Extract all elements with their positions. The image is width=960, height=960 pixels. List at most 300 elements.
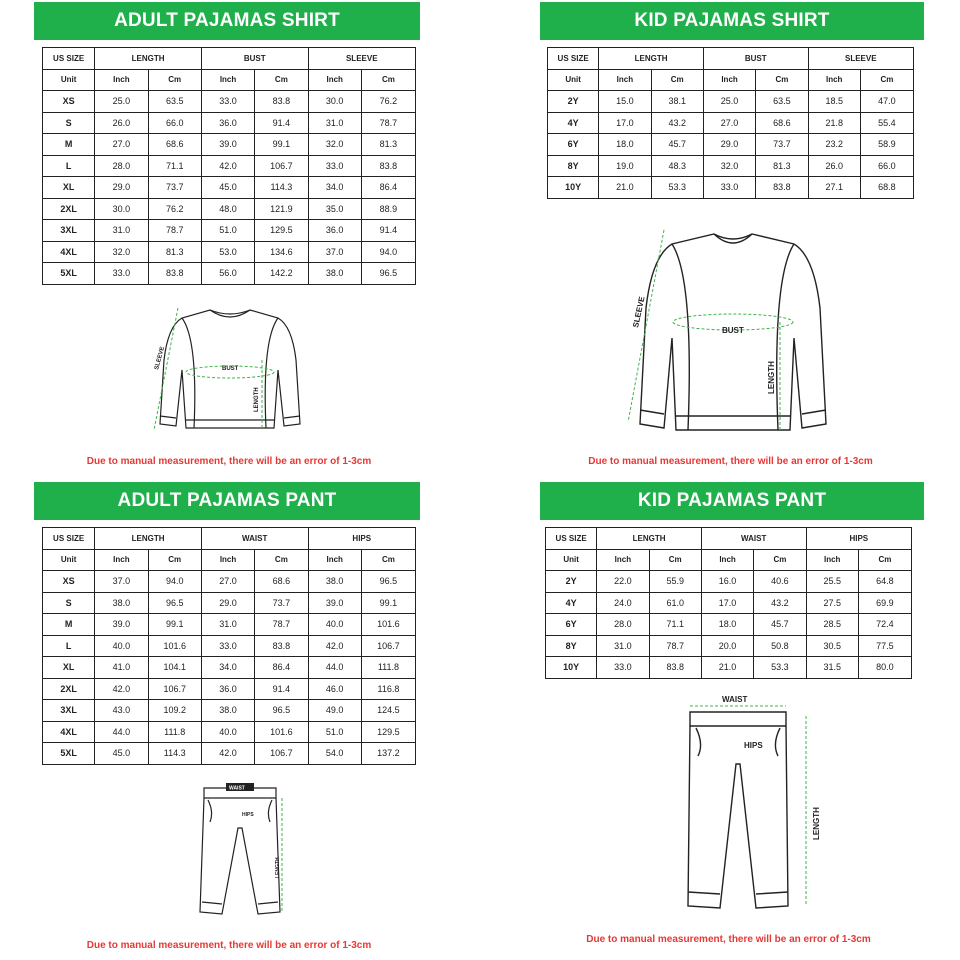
table-row xyxy=(546,614,912,636)
size-cell: 10Y xyxy=(548,177,599,199)
measurement-cell: 137.2 xyxy=(361,743,415,765)
measurement-cell: 19.0 xyxy=(599,155,651,177)
measurement-cell: 101.6 xyxy=(148,635,201,657)
measurement-cell: 104.1 xyxy=(148,657,201,679)
table-row xyxy=(43,571,416,593)
measurement-cell: 68.6 xyxy=(148,134,201,156)
measurement-cell: 124.5 xyxy=(361,700,415,722)
measurement-cell: 27.0 xyxy=(201,571,254,593)
measurement-cell: 39.0 xyxy=(95,614,148,636)
measurement-cell: 38.0 xyxy=(201,700,254,722)
measurement-cell: 28.5 xyxy=(806,614,858,636)
unit-header: Cm xyxy=(756,69,808,91)
measurement-cell: 56.0 xyxy=(201,263,254,285)
measurement-cell: 50.8 xyxy=(754,635,806,657)
unit-header: Cm xyxy=(255,69,308,91)
measurement-cell: 83.8 xyxy=(649,657,701,679)
measurement-cell: 42.0 xyxy=(95,678,148,700)
measurement-cell: 39.0 xyxy=(201,134,254,156)
measurement-cell: 77.5 xyxy=(858,635,911,657)
table-row xyxy=(548,134,914,156)
measurement-cell: 31.0 xyxy=(597,635,649,657)
size-cell: S xyxy=(43,592,95,614)
measurement-cell: 36.0 xyxy=(201,112,254,134)
kid-hips-label: HIPS xyxy=(744,741,763,750)
measurement-cell: 53.3 xyxy=(754,657,806,679)
measurement-cell: 28.0 xyxy=(597,614,649,636)
measurement-cell: 54.0 xyxy=(308,743,361,765)
measurement-cell: 55.4 xyxy=(860,112,913,134)
kid-pant-length-label: LENGTH xyxy=(812,807,821,840)
measurement-cell: 25.0 xyxy=(703,91,755,113)
measurement-cell: 23.2 xyxy=(808,134,860,156)
measurement-cell: 71.1 xyxy=(148,155,201,177)
measurement-cell: 106.7 xyxy=(148,678,201,700)
measurement-cell: 45.7 xyxy=(754,614,806,636)
measurement-cell: 33.0 xyxy=(95,263,148,285)
size-cell: 3XL xyxy=(43,700,95,722)
size-cell: L xyxy=(43,635,95,657)
kid-pant-size-table xyxy=(545,527,912,679)
adult-shirt-note: Due to manual measurement, there will be an error of 1-3cm xyxy=(86,456,372,467)
measurement-cell: 45.7 xyxy=(651,134,703,156)
measurement-cell: 73.7 xyxy=(148,177,201,199)
size-cell: M xyxy=(43,134,95,156)
measurement-cell: 51.0 xyxy=(308,721,361,743)
sleeve-label: SLEEVE xyxy=(154,346,167,371)
size-cell: 10Y xyxy=(546,657,597,679)
kid-shirt-note: Due to manual measurement, there will be an error of 1-3cm xyxy=(588,456,873,467)
measurement-cell: 91.4 xyxy=(361,220,415,242)
measurement-cell: 99.1 xyxy=(255,134,308,156)
measurement-cell: 64.8 xyxy=(858,571,911,593)
measurement-cell: 94.0 xyxy=(148,571,201,593)
measurement-cell: 43.2 xyxy=(754,592,806,614)
column-group-header: WAIST xyxy=(201,528,308,550)
measurement-cell: 44.0 xyxy=(95,721,148,743)
measurement-cell: 38.0 xyxy=(308,571,361,593)
measurement-cell: 39.0 xyxy=(308,592,361,614)
table-row xyxy=(43,112,416,134)
measurement-cell: 69.9 xyxy=(858,592,911,614)
size-cell: 2Y xyxy=(546,571,597,593)
measurement-cell: 28.0 xyxy=(95,155,148,177)
measurement-cell: 48.3 xyxy=(651,155,703,177)
measurement-cell: 22.0 xyxy=(597,571,649,593)
measurement-cell: 63.5 xyxy=(756,91,808,113)
table-unit-row xyxy=(548,69,914,91)
measurement-cell: 38.0 xyxy=(308,263,361,285)
measurement-cell: 43.0 xyxy=(95,700,148,722)
size-cell: 4Y xyxy=(548,112,599,134)
table-row xyxy=(43,91,416,113)
table-row xyxy=(43,635,416,657)
measurement-cell: 35.0 xyxy=(308,198,361,220)
column-group-header: SLEEVE xyxy=(808,48,913,70)
unit-header: Cm xyxy=(754,549,806,571)
unit-header: Cm xyxy=(255,549,308,571)
table-row xyxy=(43,155,416,177)
measurement-cell: 41.0 xyxy=(95,657,148,679)
unit-header: Cm xyxy=(649,549,701,571)
table-row xyxy=(548,112,914,134)
measurement-cell: 27.0 xyxy=(95,134,148,156)
measurement-cell: 33.0 xyxy=(703,177,755,199)
kid-pant-outline xyxy=(688,712,788,908)
measurement-cell: 32.0 xyxy=(703,155,755,177)
column-group-header: WAIST xyxy=(701,528,806,550)
kid-shirt-size-table xyxy=(547,47,914,199)
measurement-cell: 68.8 xyxy=(860,177,913,199)
table-row xyxy=(546,571,912,593)
measurement-cell: 73.7 xyxy=(756,134,808,156)
size-cell: XS xyxy=(43,91,95,113)
table-row xyxy=(43,614,416,636)
table-header-row xyxy=(43,48,416,70)
measurement-cell: 72.4 xyxy=(858,614,911,636)
measurement-cell: 78.7 xyxy=(148,220,201,242)
measurement-cell: 27.5 xyxy=(806,592,858,614)
measurement-cell: 40.0 xyxy=(201,721,254,743)
measurement-cell: 81.3 xyxy=(756,155,808,177)
kid-pant-note: Due to manual measurement, there will be an error of 1-3cm xyxy=(586,934,871,945)
measurement-cell: 81.3 xyxy=(361,134,415,156)
measurement-cell: 26.0 xyxy=(808,155,860,177)
measurement-cell: 111.8 xyxy=(361,657,415,679)
unit-header: Cm xyxy=(860,69,913,91)
measurement-cell: 76.2 xyxy=(361,91,415,113)
table-header-row xyxy=(546,528,912,550)
measurement-cell: 47.0 xyxy=(860,91,913,113)
measurement-cell: 78.7 xyxy=(649,635,701,657)
measurement-cell: 36.0 xyxy=(308,220,361,242)
measurement-cell: 116.8 xyxy=(361,678,415,700)
measurement-cell: 42.0 xyxy=(201,155,254,177)
unit-header: Unit xyxy=(546,549,597,571)
measurement-cell: 78.7 xyxy=(255,614,308,636)
hips-label: HIPS xyxy=(242,812,254,818)
bust-label: BUST xyxy=(222,366,239,372)
table-unit-row xyxy=(43,69,416,91)
measurement-cell: 44.0 xyxy=(308,657,361,679)
measurement-cell: 83.8 xyxy=(361,155,415,177)
measurement-cell: 91.4 xyxy=(255,112,308,134)
measurement-cell: 24.0 xyxy=(597,592,649,614)
measurement-cell: 53.0 xyxy=(201,241,254,263)
measurement-cell: 78.7 xyxy=(361,112,415,134)
measurement-cell: 20.0 xyxy=(701,635,753,657)
table-header-row xyxy=(43,528,416,550)
measurement-cell: 29.0 xyxy=(201,592,254,614)
measurement-cell: 16.0 xyxy=(701,571,753,593)
table-row xyxy=(43,721,416,743)
measurement-cell: 33.0 xyxy=(597,657,649,679)
measurement-cell: 27.1 xyxy=(808,177,860,199)
unit-header: Unit xyxy=(43,69,95,91)
size-cell: S xyxy=(43,112,95,134)
unit-header: Inch xyxy=(806,549,858,571)
column-group-header: HIPS xyxy=(308,528,415,550)
adult-pant-title: ADULT PAJAMAS PANT xyxy=(34,482,420,520)
unit-header: Cm xyxy=(148,549,201,571)
measurement-cell: 36.0 xyxy=(201,678,254,700)
measurement-cell: 101.6 xyxy=(255,721,308,743)
measurement-cell: 61.0 xyxy=(649,592,701,614)
table-row xyxy=(546,592,912,614)
measurement-cell: 15.0 xyxy=(599,91,651,113)
table-row xyxy=(43,263,416,285)
table-row xyxy=(43,198,416,220)
adult-pant-note: Due to manual measurement, there will be an error of 1-3cm xyxy=(86,940,372,951)
kid-bust-label: BUST xyxy=(722,326,744,335)
measurement-cell: 73.7 xyxy=(255,592,308,614)
table-row xyxy=(548,155,914,177)
kid-sleeve-label: SLEEVE xyxy=(631,295,647,329)
measurement-cell: 96.5 xyxy=(361,571,415,593)
table-row xyxy=(546,635,912,657)
unit-header: Inch xyxy=(201,549,254,571)
column-group-header: SLEEVE xyxy=(308,48,415,70)
measurement-cell: 31.5 xyxy=(806,657,858,679)
measurement-cell: 58.9 xyxy=(860,134,913,156)
column-group-header: LENGTH xyxy=(95,528,202,550)
measurement-cell: 83.8 xyxy=(255,91,308,113)
measurement-cell: 30.0 xyxy=(308,91,361,113)
measurement-cell: 68.6 xyxy=(255,571,308,593)
table-row xyxy=(43,241,416,263)
unit-header: Inch xyxy=(95,549,148,571)
measurement-cell: 129.5 xyxy=(255,220,308,242)
measurement-cell: 17.0 xyxy=(701,592,753,614)
column-group-header: LENGTH xyxy=(597,528,702,550)
measurement-cell: 34.0 xyxy=(201,657,254,679)
measurement-cell: 53.3 xyxy=(651,177,703,199)
size-cell: 5XL xyxy=(43,743,95,765)
measurement-cell: 121.9 xyxy=(255,198,308,220)
measurement-cell: 46.0 xyxy=(308,678,361,700)
measurement-cell: 96.5 xyxy=(255,700,308,722)
size-cell: 2XL xyxy=(43,198,95,220)
table-row xyxy=(43,134,416,156)
size-cell: 8Y xyxy=(546,635,597,657)
unit-header: Unit xyxy=(43,549,95,571)
measurement-cell: 18.0 xyxy=(599,134,651,156)
table-row xyxy=(548,91,914,113)
measurement-cell: 49.0 xyxy=(308,700,361,722)
measurement-cell: 40.6 xyxy=(754,571,806,593)
measurement-cell: 94.0 xyxy=(361,241,415,263)
unit-header: Inch xyxy=(201,69,254,91)
kid-pant-title: KID PAJAMAS PANT xyxy=(540,482,924,520)
kid-shirt-diagram xyxy=(618,218,848,438)
unit-header: Inch xyxy=(308,69,361,91)
measurement-cell: 66.0 xyxy=(148,112,201,134)
size-cell: XL xyxy=(43,657,95,679)
measurement-cell: 37.0 xyxy=(95,571,148,593)
adult-shirt-diagram xyxy=(150,300,310,445)
measurement-cell: 29.0 xyxy=(703,134,755,156)
size-cell: XL xyxy=(43,177,95,199)
measurement-cell: 71.1 xyxy=(649,614,701,636)
unit-header: Inch xyxy=(597,549,649,571)
column-group-header: LENGTH xyxy=(599,48,704,70)
table-row xyxy=(43,657,416,679)
measurement-cell: 17.0 xyxy=(599,112,651,134)
size-cell: 6Y xyxy=(546,614,597,636)
measurement-cell: 76.2 xyxy=(148,198,201,220)
size-cell: 2Y xyxy=(548,91,599,113)
kid-waist-label: WAIST xyxy=(722,695,748,704)
measurement-cell: 31.0 xyxy=(308,112,361,134)
measurement-cell: 81.3 xyxy=(148,241,201,263)
measurement-cell: 99.1 xyxy=(361,592,415,614)
measurement-cell: 38.0 xyxy=(95,592,148,614)
measurement-cell: 45.0 xyxy=(95,743,148,765)
measurement-cell: 106.7 xyxy=(361,635,415,657)
size-cell: XS xyxy=(43,571,95,593)
column-group-header: BUST xyxy=(201,48,308,70)
measurement-cell: 114.3 xyxy=(148,743,201,765)
measurement-cell: 101.6 xyxy=(361,614,415,636)
unit-header: Unit xyxy=(548,69,599,91)
measurement-cell: 31.0 xyxy=(95,220,148,242)
adult-pant-size-table xyxy=(42,527,416,765)
measurement-cell: 109.2 xyxy=(148,700,201,722)
measurement-cell: 31.0 xyxy=(201,614,254,636)
measurement-cell: 66.0 xyxy=(860,155,913,177)
table-unit-row xyxy=(43,549,416,571)
unit-header: Inch xyxy=(701,549,753,571)
measurement-cell: 43.2 xyxy=(651,112,703,134)
measurement-cell: 48.0 xyxy=(201,198,254,220)
measurement-cell: 33.0 xyxy=(201,635,254,657)
measurement-cell: 32.0 xyxy=(308,134,361,156)
column-group-header: BUST xyxy=(703,48,808,70)
measurement-cell: 42.0 xyxy=(308,635,361,657)
adult-shirt-size-table xyxy=(42,47,416,285)
length-label: LENGTH xyxy=(254,387,260,412)
measurement-cell: 18.0 xyxy=(701,614,753,636)
column-group-header: US SIZE xyxy=(546,528,597,550)
measurement-cell: 21.0 xyxy=(701,657,753,679)
measurement-cell: 25.5 xyxy=(806,571,858,593)
pant-outline xyxy=(200,785,280,914)
measurement-cell: 80.0 xyxy=(858,657,911,679)
pant-length-label: LENGTH xyxy=(275,857,281,878)
column-group-header: US SIZE xyxy=(43,528,95,550)
kid-length-label: LENGTH xyxy=(767,361,776,394)
measurement-cell: 30.0 xyxy=(95,198,148,220)
measurement-cell: 34.0 xyxy=(308,177,361,199)
measurement-cell: 129.5 xyxy=(361,721,415,743)
measurement-cell: 134.6 xyxy=(255,241,308,263)
unit-header: Inch xyxy=(308,549,361,571)
measurement-cell: 106.7 xyxy=(255,743,308,765)
unit-header: Inch xyxy=(599,69,651,91)
adult-shirt-title: ADULT PAJAMAS SHIRT xyxy=(34,2,420,40)
measurement-cell: 106.7 xyxy=(255,155,308,177)
measurement-cell: 30.5 xyxy=(806,635,858,657)
size-cell: L xyxy=(43,155,95,177)
measurement-cell: 83.8 xyxy=(255,635,308,657)
size-cell: 8Y xyxy=(548,155,599,177)
measurement-cell: 40.0 xyxy=(308,614,361,636)
unit-header: Inch xyxy=(703,69,755,91)
measurement-cell: 96.5 xyxy=(361,263,415,285)
measurement-cell: 29.0 xyxy=(95,177,148,199)
measurement-cell: 55.9 xyxy=(649,571,701,593)
unit-header: Cm xyxy=(858,549,911,571)
size-cell: 2XL xyxy=(43,678,95,700)
measurement-cell: 40.0 xyxy=(95,635,148,657)
measurement-cell: 83.8 xyxy=(756,177,808,199)
table-row xyxy=(548,177,914,199)
measurement-cell: 27.0 xyxy=(703,112,755,134)
size-cell: 5XL xyxy=(43,263,95,285)
measurement-cell: 18.5 xyxy=(808,91,860,113)
measurement-cell: 45.0 xyxy=(201,177,254,199)
kid-pant-diagram xyxy=(676,692,836,922)
adult-pant-diagram xyxy=(190,782,290,927)
column-group-header: LENGTH xyxy=(95,48,202,70)
size-cell: 4XL xyxy=(43,721,95,743)
kid-shirt-title: KID PAJAMAS SHIRT xyxy=(540,2,924,40)
waist-label: WAIST xyxy=(229,785,245,792)
measurement-cell: 86.4 xyxy=(255,657,308,679)
table-row xyxy=(43,700,416,722)
size-cell: 4Y xyxy=(546,592,597,614)
measurement-cell: 99.1 xyxy=(148,614,201,636)
size-cell: 4XL xyxy=(43,241,95,263)
measurement-cell: 37.0 xyxy=(308,241,361,263)
table-row xyxy=(43,743,416,765)
unit-header: Cm xyxy=(651,69,703,91)
measurement-cell: 96.5 xyxy=(148,592,201,614)
measurement-cell: 33.0 xyxy=(201,91,254,113)
measurement-cell: 111.8 xyxy=(148,721,201,743)
size-cell: M xyxy=(43,614,95,636)
measurement-cell: 33.0 xyxy=(308,155,361,177)
table-row xyxy=(43,220,416,242)
table-row xyxy=(546,657,912,679)
measurement-cell: 88.9 xyxy=(361,198,415,220)
column-group-header: HIPS xyxy=(806,528,911,550)
table-row xyxy=(43,177,416,199)
table-row xyxy=(43,592,416,614)
unit-header: Cm xyxy=(148,69,201,91)
measurement-cell: 86.4 xyxy=(361,177,415,199)
table-unit-row xyxy=(546,549,912,571)
size-cell: 6Y xyxy=(548,134,599,156)
measurement-cell: 83.8 xyxy=(148,263,201,285)
unit-header: Cm xyxy=(361,549,415,571)
unit-header: Inch xyxy=(808,69,860,91)
measurement-cell: 38.1 xyxy=(651,91,703,113)
measurement-cell: 25.0 xyxy=(95,91,148,113)
measurement-cell: 21.8 xyxy=(808,112,860,134)
table-header-row xyxy=(548,48,914,70)
column-group-header: US SIZE xyxy=(43,48,95,70)
table-row xyxy=(43,678,416,700)
column-group-header: US SIZE xyxy=(548,48,599,70)
measurement-cell: 142.2 xyxy=(255,263,308,285)
measurement-cell: 26.0 xyxy=(95,112,148,134)
measurement-cell: 21.0 xyxy=(599,177,651,199)
measurement-cell: 68.6 xyxy=(756,112,808,134)
unit-header: Inch xyxy=(95,69,148,91)
measurement-cell: 63.5 xyxy=(148,91,201,113)
unit-header: Cm xyxy=(361,69,415,91)
